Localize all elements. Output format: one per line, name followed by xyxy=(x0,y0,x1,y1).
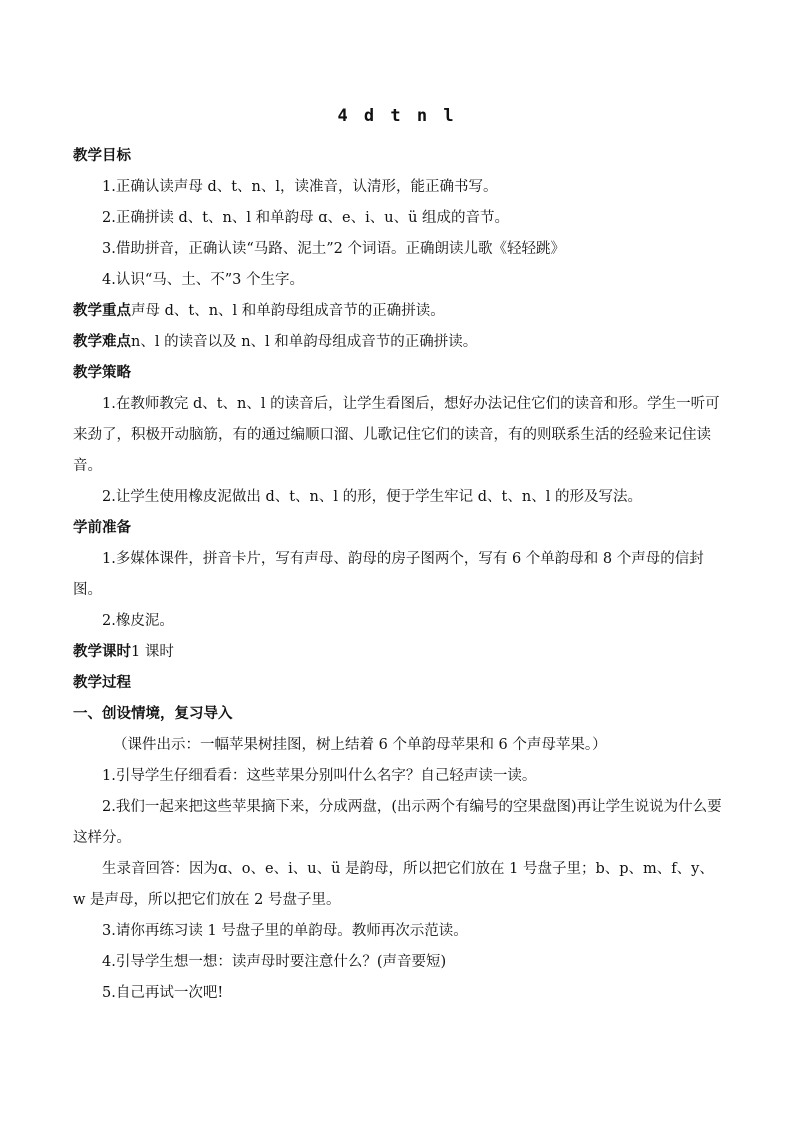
key-points-line xyxy=(73,296,725,327)
process-heading: 教学过程 xyxy=(73,675,131,691)
goals-heading: 教学目标 xyxy=(73,148,131,164)
strategy-item: 1.在教师教完 d、t、n、l 的读音后，让学生看图后，想好办法记住它们的读音和形。学生一听可来劲了，积极开动脑筋，有的通过编顺口溜、儿歌记住它们的读音，有的则联系生活的经验来记住读音。 xyxy=(73,396,720,474)
goal-item: 3.借助拼音，正确认读“马路、泥土”2 个词语。正确朗读儿歌《轻轻跳》 xyxy=(102,241,565,257)
key-points-label: 教学重点 xyxy=(73,303,131,319)
hours-line xyxy=(73,637,725,668)
hours-label: 教学课时 xyxy=(73,644,131,660)
lesson-title: 4 d t n l xyxy=(337,106,457,126)
prep-item: 2.橡皮泥。 xyxy=(102,613,174,629)
step1-item: 2.我们一起来把这些苹果摘下来，分成两盘，(出示两个有编号的空果盘图)再让学生说说为什么要这样分。 xyxy=(73,799,722,846)
step1-item: 4.引导学生想一想：读声母时要注意什么？(声音要短) xyxy=(102,954,447,970)
strategy-heading: 教学策略 xyxy=(73,365,131,381)
difficulties-label: 教学难点 xyxy=(73,334,131,350)
prep-heading: 学前准备 xyxy=(73,520,131,536)
step1-item: 3.请你再练习读 1 号盘子里的单韵母。教师再次示范读。 xyxy=(102,923,468,939)
step1-heading: 一、创设情境，复习导入 xyxy=(73,706,233,722)
step1-item: 5.自己再试一次吧! xyxy=(102,985,224,1001)
hours-text: 1 课时 xyxy=(131,644,174,660)
difficulties-text: n、l 的读音以及 n、l 和单韵母组成音节的正确拼读。 xyxy=(131,334,478,350)
strategy-item: 2.让学生使用橡皮泥做出 d、t、n、l 的形，便于学生牢记 d、t、n、l 的形及写法。 xyxy=(102,489,642,505)
lesson-content xyxy=(73,141,725,1009)
prep-item: 1.多媒体课件，拼音卡片，写有声母、韵母的房子图两个，写有 6 个单韵母和 8 个声母的信封图。 xyxy=(73,551,704,598)
goal-item: 1.正确认读声母 d、t、n、l，读准音，认清形，能正确书写。 xyxy=(102,179,498,195)
step1-item: （课件出示：一幅苹果树挂图，树上结着 6 个单韵母苹果和 6 个声母苹果。） xyxy=(113,737,607,753)
key-points-text: 声母 d、t、n、l 和单韵母组成音节的正确拼读。 xyxy=(131,303,445,319)
goal-item: 2.正确拼读 d、t、n、l 和单韵母 ɑ、e、i、u、ü 组成的音节。 xyxy=(102,210,510,226)
step1-item: 生录音回答：因为ɑ、o、e、i、u、ü 是韵母，所以把它们放在 1 号盘子里；b、p、m、f、y、w 是声母，所以把它们放在 2 号盘子里。 xyxy=(73,861,714,908)
step1-item: 1.引导学生仔细看看：这些苹果分别叫什么名字？自己轻声读一读。 xyxy=(102,768,537,784)
goal-item: 4.认识“马、土、不”3 个生字。 xyxy=(102,272,304,288)
difficulties-line xyxy=(73,327,725,358)
